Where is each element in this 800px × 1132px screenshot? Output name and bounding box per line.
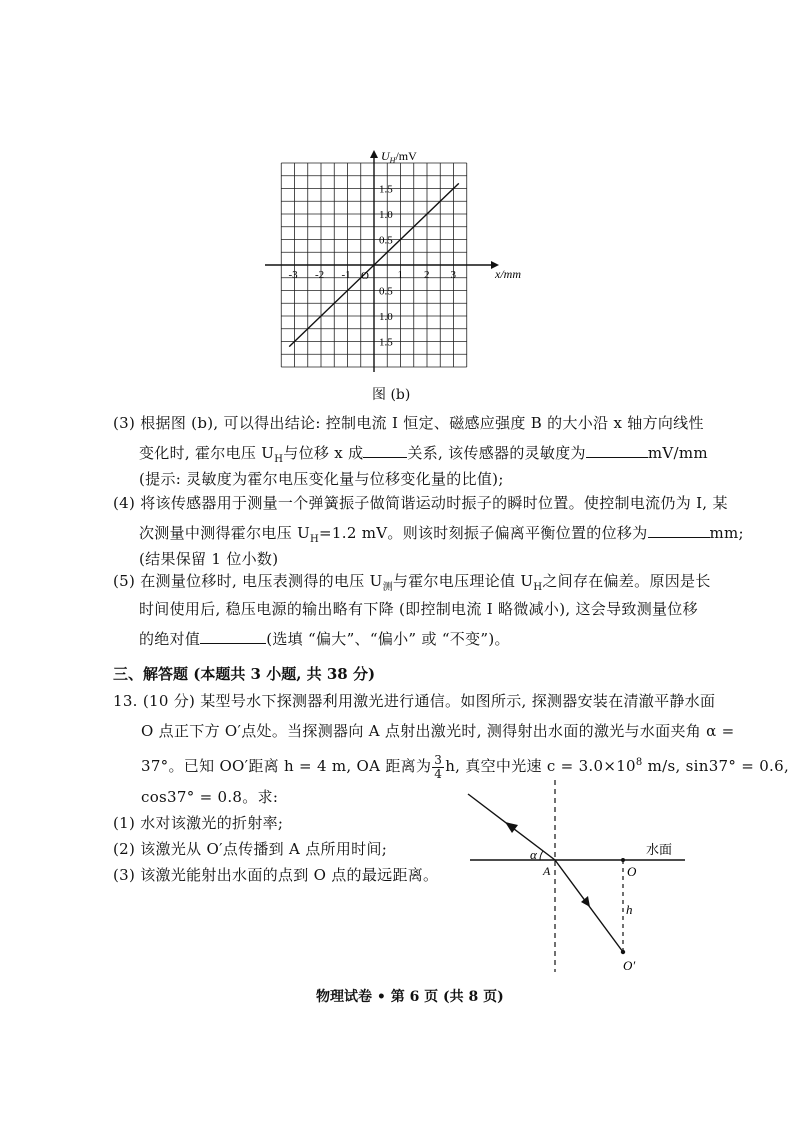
q13-line-2: O 点正下方 O′点处。当探测器向 A 点射出激光时, 测得射出水面的激光与水面夹角 α = bbox=[141, 722, 735, 740]
y-tick-label: 1.0 bbox=[379, 209, 393, 221]
q3-line-2: 变化时, 霍尔电压 $U_H$与位移 x 成 关系, 该传感器的灵敏度为 mV/mm bbox=[139, 441, 708, 470]
h-label: h bbox=[626, 902, 633, 917]
x-tick-label: 1 bbox=[397, 269, 403, 281]
answer-blank-relation[interactable] bbox=[363, 441, 407, 458]
page-footer: 物理试卷 • 第 6 页 (共 8 页) bbox=[316, 989, 504, 1005]
y-tick-labels bbox=[379, 184, 393, 349]
q5-line-2: 时间使用后, 稳压电源的输出略有下降 (即控制电流 I 略微减小), 这会导致测量位移 bbox=[139, 600, 698, 618]
q13-sub-1: (1) 水对该激光的折射率; bbox=[113, 814, 284, 832]
point-O-dot bbox=[621, 858, 625, 862]
answer-blank-displacement[interactable] bbox=[648, 521, 710, 538]
question-4 bbox=[113, 493, 744, 573]
y-tick-label: 0.5 bbox=[379, 234, 393, 247]
q4-line-3: (结果保留 1 位小数) bbox=[139, 550, 279, 568]
answer-blank-deviation[interactable] bbox=[200, 627, 266, 644]
point-Oprime-label: O′ bbox=[623, 958, 636, 973]
q13-sub-3: (3) 该激光能射出水面的点到 O 点的最远距离。 bbox=[113, 866, 439, 884]
question-5 bbox=[113, 571, 733, 651]
point-Oprime-dot bbox=[621, 950, 625, 954]
refraction-diagram bbox=[460, 780, 720, 975]
q3-line-3: (提示: 灵敏度为霍尔电压变化量与位移变化量的比值); bbox=[139, 470, 504, 488]
x-axis-label: x/mm bbox=[495, 267, 521, 281]
x-tick-labels bbox=[289, 269, 457, 281]
section-3-heading: 三、解答题 (本题共 3 小题, 共 38 分) bbox=[113, 665, 376, 683]
question-3 bbox=[113, 413, 733, 493]
point-O-label: O bbox=[627, 864, 637, 879]
fraction-three-quarters: $\frac{3}{4}$ bbox=[434, 752, 443, 781]
q13-sub-2: (2) 该激光从 O′点传播到 A 点所用时间; bbox=[113, 840, 388, 858]
q5-line-1: (5) 在测量位移时, 电压表测得的电压 $U_测$与霍尔电压理论值 $U_H$之间存在偏差。原因是长 bbox=[113, 572, 711, 593]
y-tick-label: 1.5 bbox=[379, 336, 393, 349]
graph-caption: 图 (b) bbox=[372, 387, 411, 403]
y-tick-label: 1.0 bbox=[379, 311, 393, 323]
q13-line-4: cos37° = 0.8。求: bbox=[141, 788, 279, 806]
emerging-ray-arrow bbox=[505, 822, 518, 833]
x-tick-label: -1 bbox=[341, 269, 351, 281]
answer-blank-sensitivity[interactable] bbox=[586, 441, 648, 458]
x-tick-label: 2 bbox=[424, 269, 430, 281]
x-tick-label: -3 bbox=[288, 269, 298, 281]
x-tick-label: 3 bbox=[450, 269, 456, 281]
x-tick-label: -2 bbox=[315, 269, 325, 281]
point-A-label: A bbox=[543, 864, 551, 878]
y-axis-label: $U_H/mV$ bbox=[381, 149, 417, 165]
q4-line-1: (4) 将该传感器用于测量一个弹簧振子做简谐运动时振子的瞬时位置。使控制电流仍为 I, 某 bbox=[113, 494, 728, 512]
q13-line-1: 13. (10 分) 某型号水下探测器利用激光进行通信。如图所示, 探测器安装在清澈平静水面 bbox=[113, 692, 716, 710]
alpha-label: α bbox=[530, 847, 537, 862]
alpha-arc bbox=[540, 851, 543, 860]
q13-line-3: 37°。已知 OO′距离 h = 4 m, OA 距离为 $\frac{3}{4}$ h, 真空中光速 $c = 3.0\times 10^8$ m/s, sin37° = 0.6, bbox=[141, 752, 790, 781]
water-surface-label: 水面 bbox=[646, 842, 673, 857]
q5-line-3: 的绝对值 (选填 “偏大”、“偏小” 或 “不变”)。 bbox=[139, 627, 510, 649]
q3-line-1: (3) 根据图 (b), 可以得出结论: 控制电流 I 恒定、磁感应强度 B 的大小沿 x 轴方向线性 bbox=[113, 414, 704, 432]
graph-b bbox=[255, 140, 545, 380]
origin-label: O bbox=[361, 270, 369, 282]
y-tick-label: 0.5 bbox=[379, 285, 393, 298]
y-tick-label: 1.5 bbox=[379, 183, 393, 196]
q4-line-2: 次测量中测得霍尔电压 $U_H=1.2$ mV。则该时刻振子偏离平衡位置的位移为 mm; bbox=[139, 521, 744, 550]
